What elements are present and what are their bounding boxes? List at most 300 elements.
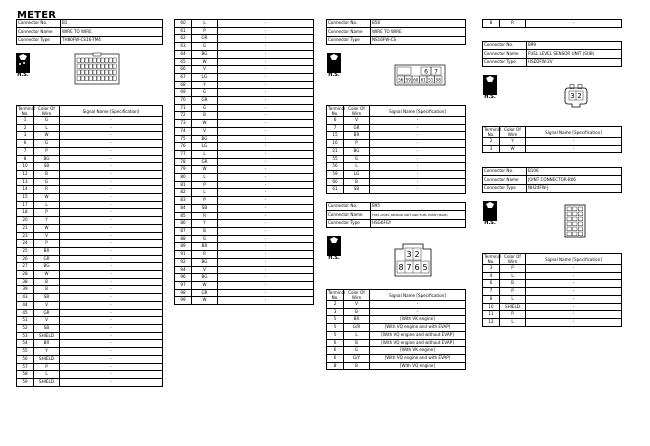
terminal-row <box>175 27 314 35</box>
label-connector-no: Connector No. <box>483 42 527 50</box>
pin-label: 6 <box>414 263 420 272</box>
wire-color-cell: W <box>192 166 218 174</box>
pin-cavity <box>573 222 577 226</box>
terminal-no-cell: 11 <box>483 311 500 319</box>
col-color-of-wire: Color Of Wire <box>34 106 60 117</box>
terminal-row <box>17 155 163 163</box>
pin-cavity <box>567 227 571 231</box>
col-terminal-no: Terminal No. <box>484 127 502 137</box>
wire-color-cell: BG <box>34 263 60 271</box>
signal-name-cell: [With VQ engine and with EVAP] <box>370 324 466 332</box>
terminal-no-cell: 45 <box>17 309 34 317</box>
wire-color-cell: Y <box>192 220 218 228</box>
terminal-row <box>175 289 314 297</box>
terminal-no-cell: 99 <box>175 297 192 305</box>
terminal-no-cell: 55 <box>327 155 344 163</box>
terminal-row <box>175 97 314 105</box>
pin-cavity <box>578 217 582 221</box>
connector-type-value: NH24FW-J <box>527 185 622 193</box>
wire-color-cell: G <box>34 178 60 186</box>
terminal-row <box>17 340 163 348</box>
pin-label: 5 <box>422 263 428 272</box>
pin-label: 7 <box>434 68 438 76</box>
signal-name-cell: - <box>218 81 314 89</box>
hs-label: H.S. <box>484 220 496 226</box>
signal-name-cell: - <box>60 124 163 132</box>
pin-cavity <box>109 76 112 81</box>
terminal-no-cell: 66 <box>175 66 192 74</box>
signal-name-cell: - <box>370 170 466 178</box>
signal-name-cell: - <box>60 348 163 356</box>
wire-color-cell: GR <box>344 124 370 132</box>
terminal-row <box>175 189 314 197</box>
label-connector-no: Connector No. <box>17 20 61 28</box>
wire-color-cell: G <box>192 235 218 243</box>
terminal-no-cell: 68 <box>175 81 192 89</box>
pin-cavity <box>567 212 571 216</box>
terminal-row <box>175 66 314 74</box>
signal-name-cell: - <box>218 227 314 235</box>
terminal-no-cell: 61 <box>175 27 192 35</box>
terminal-row <box>17 317 163 325</box>
terminal-row <box>17 355 163 363</box>
hand-spray-hs-icon <box>483 75 497 95</box>
signal-name-cell: - <box>370 132 466 140</box>
terminal-row <box>175 181 314 189</box>
pin-cavity <box>109 58 112 63</box>
terminal-row <box>175 297 314 305</box>
terminal-no-cell: 56 <box>327 163 344 171</box>
connector-b99-face-diagram <box>563 84 589 108</box>
pin-cavity <box>105 58 108 63</box>
terminal-no-cell: 69 <box>175 89 192 97</box>
wire-color-cell: BR <box>34 247 60 255</box>
signal-name-cell: - <box>218 266 314 274</box>
terminal-row <box>175 158 314 166</box>
connector-type-value: HSD2FW-2V <box>527 59 622 67</box>
terminal-row <box>17 271 163 279</box>
wire-color-cell: L <box>192 189 218 197</box>
terminal-row <box>327 132 466 140</box>
terminal-no-cell: 80 <box>175 174 192 182</box>
connector-b1-header <box>16 19 163 45</box>
connector-b95-header <box>326 202 466 228</box>
wire-color-cell: P <box>192 197 218 205</box>
wire-color-cell: L <box>500 318 526 326</box>
terminal-no-cell: 88 <box>175 235 192 243</box>
signal-name-cell: - <box>526 20 622 28</box>
signal-name-cell: - <box>526 295 622 303</box>
terminal-no-cell: 71 <box>175 104 192 112</box>
wire-color-cell: B <box>34 286 60 294</box>
wire-color-cell: SB <box>344 186 370 194</box>
connector-b1-face-diagram <box>74 53 120 85</box>
label-connector-name: Connector Name <box>483 49 527 59</box>
pin-cavity <box>97 76 100 81</box>
signal-name-cell: - <box>526 145 622 153</box>
signal-name-cell: - <box>218 274 314 282</box>
terminal-row <box>483 303 622 311</box>
signal-name-cell: - <box>60 247 163 255</box>
terminal-no-cell: 24 <box>17 240 34 248</box>
signal-name-cell: - <box>60 217 163 225</box>
wire-color-cell: SHIELD <box>34 332 60 340</box>
terminal-no-cell: 83 <box>175 197 192 205</box>
wire-color-cell: V <box>344 301 370 309</box>
label-connector-name: Connector Name <box>327 210 371 220</box>
terminal-no-cell: 26 <box>17 255 34 263</box>
terminal-row <box>17 117 163 125</box>
signal-name-cell: - <box>218 27 314 35</box>
col-terminal-no: Terminal No. <box>328 106 346 116</box>
wire-color-cell: BR <box>34 340 60 348</box>
signal-name-cell: - <box>218 20 314 28</box>
col-color-of-wire: Color Of Wire <box>500 127 526 138</box>
terminal-row <box>175 150 314 158</box>
pin-cavity <box>89 64 92 69</box>
terminal-no-cell: 63 <box>175 43 192 51</box>
signal-name-cell: - <box>218 120 314 128</box>
connector-b106-header <box>482 167 622 193</box>
terminal-row <box>175 174 314 182</box>
wire-color-cell: G <box>192 104 218 112</box>
terminal-no-cell: 3 <box>17 132 34 140</box>
wire-color-cell: Y <box>34 217 60 225</box>
terminal-row <box>175 266 314 274</box>
terminal-no-cell: 6 <box>327 354 344 362</box>
terminal-row <box>17 247 163 255</box>
wire-color-cell: LG <box>192 73 218 81</box>
signal-name-cell: - <box>218 73 314 81</box>
terminal-row <box>483 295 622 303</box>
terminal-row <box>327 163 466 171</box>
wire-color-cell: B <box>34 278 60 286</box>
terminal-row <box>175 251 314 259</box>
terminal-no-cell: 16 <box>327 140 344 148</box>
terminal-no-cell: 8 <box>483 20 500 28</box>
wire-color-cell: B <box>500 280 526 288</box>
signal-name-cell: [With VQ engine] <box>370 362 466 370</box>
wire-color-cell: SHIELD <box>34 355 60 363</box>
pin-cavity <box>573 217 577 221</box>
wire-color-cell: V <box>192 127 218 135</box>
terminal-no-cell: 7 <box>483 288 500 296</box>
signal-name-cell: - <box>60 371 163 379</box>
terminal-no-cell: 79 <box>175 166 192 174</box>
col-terminal-no: Terminal No. <box>18 106 36 116</box>
terminal-no-cell: 5 <box>327 331 344 339</box>
terminal-no-cell: 38 <box>17 278 34 286</box>
terminal-row <box>327 124 466 132</box>
terminal-row <box>17 140 163 148</box>
pin-cavity <box>81 58 84 63</box>
signal-name-cell: - <box>526 280 622 288</box>
terminal-row <box>483 145 622 153</box>
pin-label: 51 <box>428 77 434 83</box>
terminal-no-cell: 3 <box>483 145 500 153</box>
wire-color-cell: GR <box>192 97 218 105</box>
connector-b95-face-diagram <box>393 243 433 277</box>
signal-name-cell: - <box>60 378 163 386</box>
connector-name-value: FUEL LEVEL SENSOR UNIT (SUB) <box>527 49 622 59</box>
terminal-row <box>175 274 314 282</box>
signal-name-cell: - <box>60 301 163 309</box>
terminal-row <box>17 332 163 340</box>
wire-color-cell: G <box>34 117 60 125</box>
terminal-row <box>327 178 466 186</box>
connector-name-value: FUEL LEVEL SENSOR UNIT AND FUEL PUMP (MAIN) <box>371 210 466 220</box>
terminal-no-cell: 3 <box>327 308 344 316</box>
signal-name-cell: - <box>218 174 314 182</box>
terminal-row <box>327 301 466 309</box>
terminal-row <box>17 363 163 371</box>
pin-label: 60 <box>413 77 419 83</box>
pin-cavity <box>567 222 571 226</box>
terminal-no-cell: 65 <box>175 58 192 66</box>
signal-name-cell: - <box>526 138 622 146</box>
terminal-row <box>17 232 163 240</box>
connector-no-value: B58 <box>371 20 466 28</box>
pin-label: 61 <box>420 77 426 83</box>
terminal-no-cell: 52 <box>17 324 34 332</box>
wire-color-cell: B <box>344 178 370 186</box>
wire-color-cell: P <box>34 240 60 248</box>
terminal-row <box>175 166 314 174</box>
pin-cavity <box>81 76 84 81</box>
wire-color-cell: G <box>344 347 370 355</box>
pin-cavity <box>85 76 88 81</box>
label-connector-type: Connector Type <box>327 37 371 45</box>
hs-label: H.S. <box>328 72 340 78</box>
signal-name-cell: - <box>218 243 314 251</box>
wire-color-cell: P <box>500 288 526 296</box>
pin-label: 7 <box>406 263 412 272</box>
terminal-no-cell: 75 <box>175 135 192 143</box>
signal-name-cell: - <box>60 286 163 294</box>
signal-name-cell: - <box>218 297 314 305</box>
terminal-row <box>17 294 163 302</box>
terminal-row <box>17 178 163 186</box>
signal-name-cell: - <box>370 140 466 148</box>
signal-name-cell: - <box>60 117 163 125</box>
signal-name-cell: - <box>218 97 314 105</box>
pin-cavity <box>567 217 571 221</box>
terminal-no-cell: 56 <box>17 355 34 363</box>
signal-name-cell: - <box>218 220 314 228</box>
wire-color-cell: W <box>34 194 60 202</box>
wire-color-cell: V <box>34 317 60 325</box>
wire-color-cell: P <box>34 209 60 217</box>
col-color-of-wire: Color Of Wire <box>344 106 370 117</box>
wire-color-cell: P <box>192 181 218 189</box>
connector-b99-terminal-table <box>482 126 622 153</box>
signal-name-cell: - <box>60 232 163 240</box>
terminal-no-cell: 39 <box>17 286 34 294</box>
wire-color-cell: L <box>34 124 60 132</box>
terminal-no-cell: 6 <box>17 140 34 148</box>
pin-label: 59 <box>405 77 411 83</box>
signal-name-cell: - <box>370 117 466 125</box>
label-connector-name: Connector Name <box>17 27 61 37</box>
pin-cavity <box>578 207 582 211</box>
wire-color-cell: L <box>192 174 218 182</box>
signal-name-cell: - <box>526 265 622 273</box>
pin-cavity <box>93 76 96 81</box>
terminal-no-cell: 12 <box>17 170 34 178</box>
terminal-no-cell: 81 <box>175 181 192 189</box>
terminal-row <box>17 201 163 209</box>
wire-color-cell: G <box>344 155 370 163</box>
signal-name-cell: - <box>60 132 163 140</box>
signal-name-cell: - <box>218 50 314 58</box>
terminal-row <box>175 235 314 243</box>
wire-color-cell: SHIELD <box>500 303 526 311</box>
terminal-no-cell: 98 <box>175 289 192 297</box>
terminal-row <box>175 143 314 151</box>
terminal-no-cell: 91 <box>175 251 192 259</box>
hs-label: H.S. <box>328 255 340 261</box>
terminal-row <box>483 265 622 273</box>
signal-name-cell: - <box>526 288 622 296</box>
terminal-no-cell: 14 <box>17 186 34 194</box>
wire-color-cell: G/Y <box>344 354 370 362</box>
pin-cavity <box>109 64 112 69</box>
signal-name-cell: - <box>60 209 163 217</box>
terminal-no-cell: 28 <box>17 271 34 279</box>
pin-cavity <box>101 70 104 75</box>
wire-color-cell: BR <box>344 316 370 324</box>
wire-color-cell: R <box>34 186 60 194</box>
terminal-no-cell: 85 <box>175 212 192 220</box>
pin-label: 3 <box>406 250 412 259</box>
signal-name-cell: - <box>526 311 622 319</box>
signal-name-cell: - <box>60 317 163 325</box>
terminal-row <box>17 378 163 386</box>
col-color-of-wire: Color Of Wire <box>500 254 526 265</box>
terminal-row <box>175 58 314 66</box>
signal-name-cell: - <box>60 332 163 340</box>
wire-color-cell: B <box>344 339 370 347</box>
terminal-row <box>17 348 163 356</box>
pin-cavity <box>85 70 88 75</box>
wire-color-cell: L <box>192 20 218 28</box>
signal-name-cell: - <box>218 281 314 289</box>
wire-color-cell: L <box>34 201 60 209</box>
wire-color-cell: L <box>192 150 218 158</box>
wire-color-cell: SB <box>192 204 218 212</box>
wire-color-cell: GR <box>34 255 60 263</box>
terminal-no-cell: 8 <box>327 362 344 370</box>
col-color-of-wire: Color Of Wire <box>344 290 370 301</box>
terminal-row <box>17 124 163 132</box>
wire-color-cell: BG <box>344 147 370 155</box>
terminal-no-cell: 73 <box>175 120 192 128</box>
terminal-no-cell: 92 <box>175 258 192 266</box>
pin-cavity <box>578 232 582 236</box>
col-terminal-no: Terminal No. <box>484 254 502 264</box>
terminal-row <box>175 120 314 128</box>
connector-b95-terminal-table <box>326 289 466 370</box>
terminal-row <box>327 339 466 347</box>
terminal-row <box>17 286 163 294</box>
terminal-no-cell: 7 <box>17 147 34 155</box>
terminal-no-cell: 89 <box>175 243 192 251</box>
terminal-no-cell: 6 <box>327 117 344 125</box>
pin-cavity <box>113 70 116 75</box>
pin-cavity <box>85 64 88 69</box>
terminal-no-cell: 1 <box>17 117 34 125</box>
terminal-row <box>327 362 466 370</box>
terminal-row <box>483 318 622 326</box>
label-connector-no: Connector No. <box>483 168 527 176</box>
wire-color-cell: BG <box>192 135 218 143</box>
terminal-row <box>327 117 466 125</box>
label-connector-no: Connector No. <box>327 203 371 211</box>
terminal-row <box>327 147 466 155</box>
wire-color-cell: L <box>500 272 526 280</box>
col-signal-name: Signal Name [Specification] <box>60 106 163 117</box>
signal-name-cell: - <box>60 278 163 286</box>
pin-label: 2 <box>414 250 420 259</box>
wire-color-cell: LG <box>344 170 370 178</box>
terminal-row <box>175 127 314 135</box>
terminal-no-cell: 57 <box>17 363 34 371</box>
signal-name-cell: - <box>370 178 466 186</box>
signal-name-cell: - <box>60 163 163 171</box>
wire-color-cell: P <box>192 27 218 35</box>
wire-color-cell: GR <box>34 309 60 317</box>
wire-color-cell: BR <box>344 132 370 140</box>
pin-cavity <box>97 58 100 63</box>
connector-no-value: B1 <box>61 20 163 28</box>
wire-color-cell: W <box>192 297 218 305</box>
wire-color-cell: P <box>34 363 60 371</box>
terminal-no-cell: 44 <box>17 301 34 309</box>
terminal-no-cell: 18 <box>17 209 34 217</box>
terminal-no-cell: 6 <box>483 280 500 288</box>
signal-name-cell: - <box>60 363 163 371</box>
terminal-row <box>17 263 163 271</box>
terminal-no-cell: 13 <box>17 178 34 186</box>
hs-label: H.S. <box>484 94 496 100</box>
terminal-row <box>483 288 622 296</box>
wire-color-cell: R <box>192 212 218 220</box>
terminal-row <box>17 209 163 217</box>
signal-name-cell: - <box>370 186 466 194</box>
signal-name-cell: - <box>218 235 314 243</box>
pin-cavity <box>113 58 116 63</box>
connector-no-value: B106 <box>527 168 622 176</box>
terminal-row <box>175 281 314 289</box>
pin-cavity <box>567 232 571 236</box>
signal-name-cell: - <box>218 158 314 166</box>
connector-name-value: JOINT CONNECTOR-B06 <box>527 175 622 185</box>
signal-name-cell: - <box>218 258 314 266</box>
pin-label: 2 <box>577 92 582 100</box>
terminal-row <box>17 278 163 286</box>
terminal-no-cell: 21 <box>17 224 34 232</box>
terminal-no-cell: 72 <box>175 112 192 120</box>
terminal-no-cell: 87 <box>175 227 192 235</box>
terminal-no-cell: 54 <box>17 340 34 348</box>
terminal-no-cell: 15 <box>327 132 344 140</box>
pin-cavity <box>89 70 92 75</box>
terminal-no-cell: 17 <box>17 201 34 209</box>
wire-color-cell: W <box>192 120 218 128</box>
terminal-row <box>175 204 314 212</box>
label-connector-name: Connector Name <box>483 175 527 185</box>
wire-color-cell: W <box>34 132 60 140</box>
